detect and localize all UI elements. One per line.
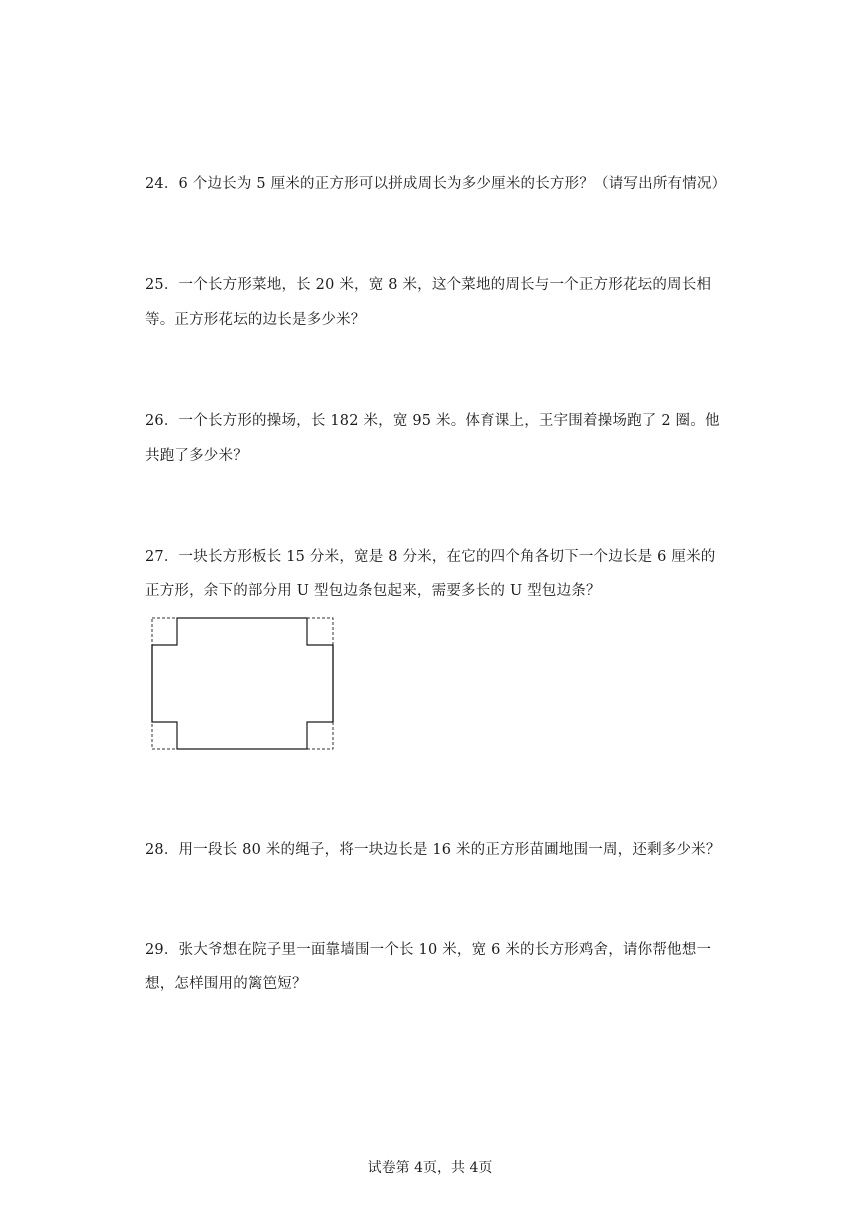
original-board-outline [152,618,333,749]
page-footer: 试卷第 4页，共 4页 [367,1160,493,1176]
question-27-figure [148,616,338,760]
question-26-line-1: 26．一个长方形的操场，长 182 米，宽 95 米。体育课上，王宇围着操场跑了 2 圈。他 [145,413,720,429]
remaining-board-outline [152,618,333,749]
question-24-line-1: 24．6 个边长为 5 厘米的正方形可以拼成周长为多少厘米的长方形？（请写出所有情况） [145,176,727,192]
cut-corners-rectangle-diagram [148,616,338,756]
question-28-line-1: 28．用一段长 80 米的绳子，将一块边长是 16 米的正方形苗圃地围一周，还剩多少米？ [145,842,721,858]
question-25-line-2: 等。正方形花坛的边长是多少米？ [145,312,366,328]
question-29-line-1: 29．张大爷想在院子里一面靠墙围一个长 10 米，宽 6 米的长方形鸡舍，请你帮他想一 [145,942,712,958]
question-29-line-2: 想，怎样围用的篱笆短？ [145,976,307,992]
question-27-line-2: 正方形，余下的部分用 U 型包边条包起来，需要多长的 U 型包边条？ [145,583,601,599]
question-27-line-1: 27．一块长方形板长 15 分米，宽是 8 分米，在它的四个角各切下一个边长是 6 厘米的 [145,549,716,565]
question-26-line-2: 共跑了多少米？ [145,448,248,464]
question-25-line-1: 25．一个长方形菜地，长 20 米，宽 8 米，这个菜地的周长与一个正方形花坛的周长相 [145,277,712,293]
